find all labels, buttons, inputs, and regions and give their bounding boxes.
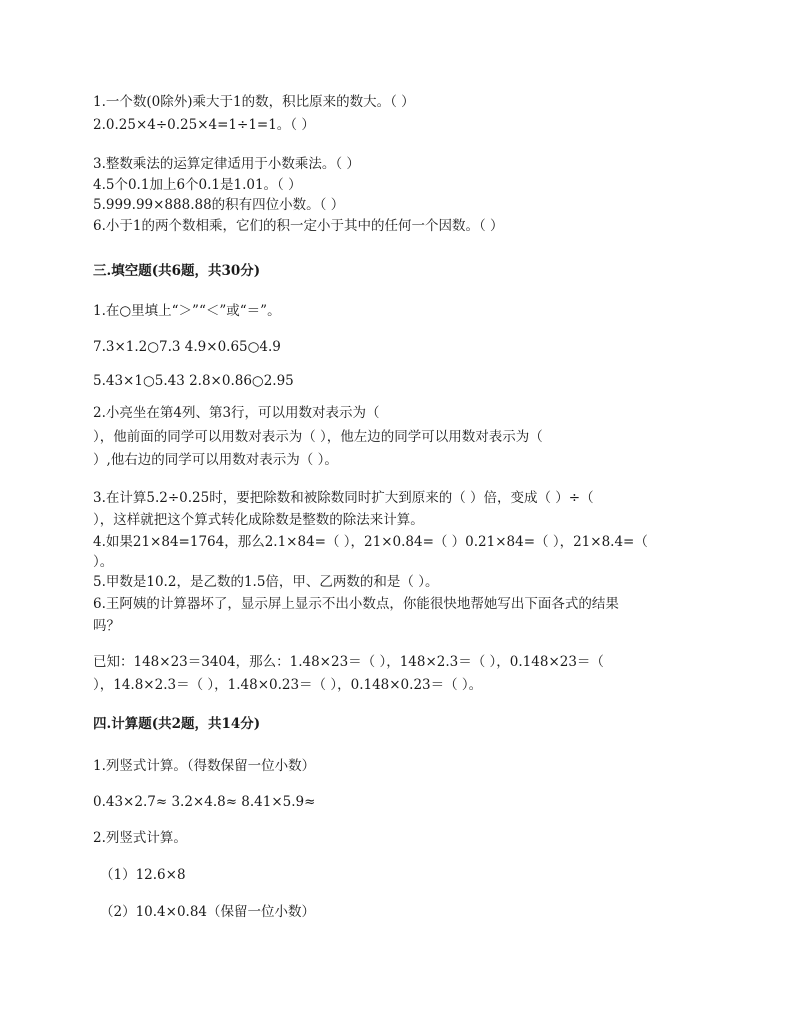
fill-q6-line2: 吗？ bbox=[93, 618, 120, 634]
section-4-title: 四.计算题(共2题，共14分) bbox=[93, 716, 261, 732]
judge-item-1: 1.一个数(0除外)乘大于1的数，积比原来的数大。（ ） bbox=[93, 94, 415, 110]
fill-q6-known-line2: ），14.8×2.3＝（ ），1.48×0.23＝（ ），0.148×0.23＝（ ）。 bbox=[93, 677, 483, 693]
judge-item-6: 6.小于1的两个数相乘，它们的积一定小于其中的任何一个因数。（ ） bbox=[93, 218, 504, 234]
calc-q1-items: 0.43×2.7≈ 3.2×4.8≈ 8.41×5.9≈ bbox=[93, 794, 316, 810]
judge-item-3: 3.整数乘法的运算定律适用于小数乘法。（ ） bbox=[93, 156, 360, 172]
calc-q1-prompt: 1.列竖式计算。（得数保留一位小数） bbox=[93, 758, 316, 774]
fill-q3-line2: ），这样就把这个算式转化成除数是整数的除法来计算。 bbox=[93, 512, 424, 528]
fill-q4-line2: ）。 bbox=[93, 554, 114, 570]
judge-item-4: 4.5个0.1加上6个0.1是1.01。（ ） bbox=[93, 177, 302, 193]
fill-q6-line1: 6.王阿姨的计算器坏了，显示屏上显示不出小数点，你能很快地帮她写出下面各式的结果 bbox=[93, 596, 619, 612]
judge-item-2: 2.0.25×4÷0.25×4=1÷1=1。（ ） bbox=[93, 117, 315, 133]
fill-q2-line3: ）,他右边的同学可以用数对表示为（ ）。 bbox=[93, 452, 338, 468]
fill-q2-line2: ），他前面的同学可以用数对表示为（ ），他左边的同学可以用数对表示为（ bbox=[93, 429, 543, 445]
fill-q1-row2: 5.43×1○5.43 2.8×0.86○2.95 bbox=[93, 373, 294, 389]
calc-q2-item-1: （1）12.6×8 bbox=[100, 867, 186, 883]
fill-q3-line1: 3.在计算5.2÷0.25时，要把除数和被除数同时扩大到原来的（ ）倍，变成（ ）÷（ bbox=[93, 490, 594, 506]
section-3-title: 三.填空题(共6题，共30分) bbox=[93, 263, 261, 279]
fill-q1-row1: 7.3×1.2○7.3 4.9×0.65○4.9 bbox=[93, 339, 281, 355]
judge-item-5: 5.999.99×888.88的积有四位小数。（ ） bbox=[93, 197, 345, 213]
fill-q5: 5.甲数是10.2，是乙数的1.5倍，甲、乙两数的和是（ ）。 bbox=[93, 574, 439, 590]
fill-q2-line1: 2.小亮坐在第4列、第3行，可以用数对表示为（ bbox=[93, 405, 380, 421]
fill-q6-known-line1: 已知：148×23＝3404，那么：1.48×23＝（ ），148×2.3＝（ ），0.148×23＝（ bbox=[93, 654, 604, 670]
calc-q2-prompt: 2.列竖式计算。 bbox=[93, 830, 187, 846]
fill-q1-prompt: 1.在○里填上“＞”“＜”或“＝”。 bbox=[93, 303, 281, 319]
fill-q4-line1: 4.如果21×84=1764，那么2.1×84=（ ），21×0.84=（ ）0.21×84=（ ），21×8.4=（ bbox=[93, 534, 648, 550]
calc-q2-item-2: （2）10.4×0.84（保留一位小数） bbox=[100, 904, 316, 920]
